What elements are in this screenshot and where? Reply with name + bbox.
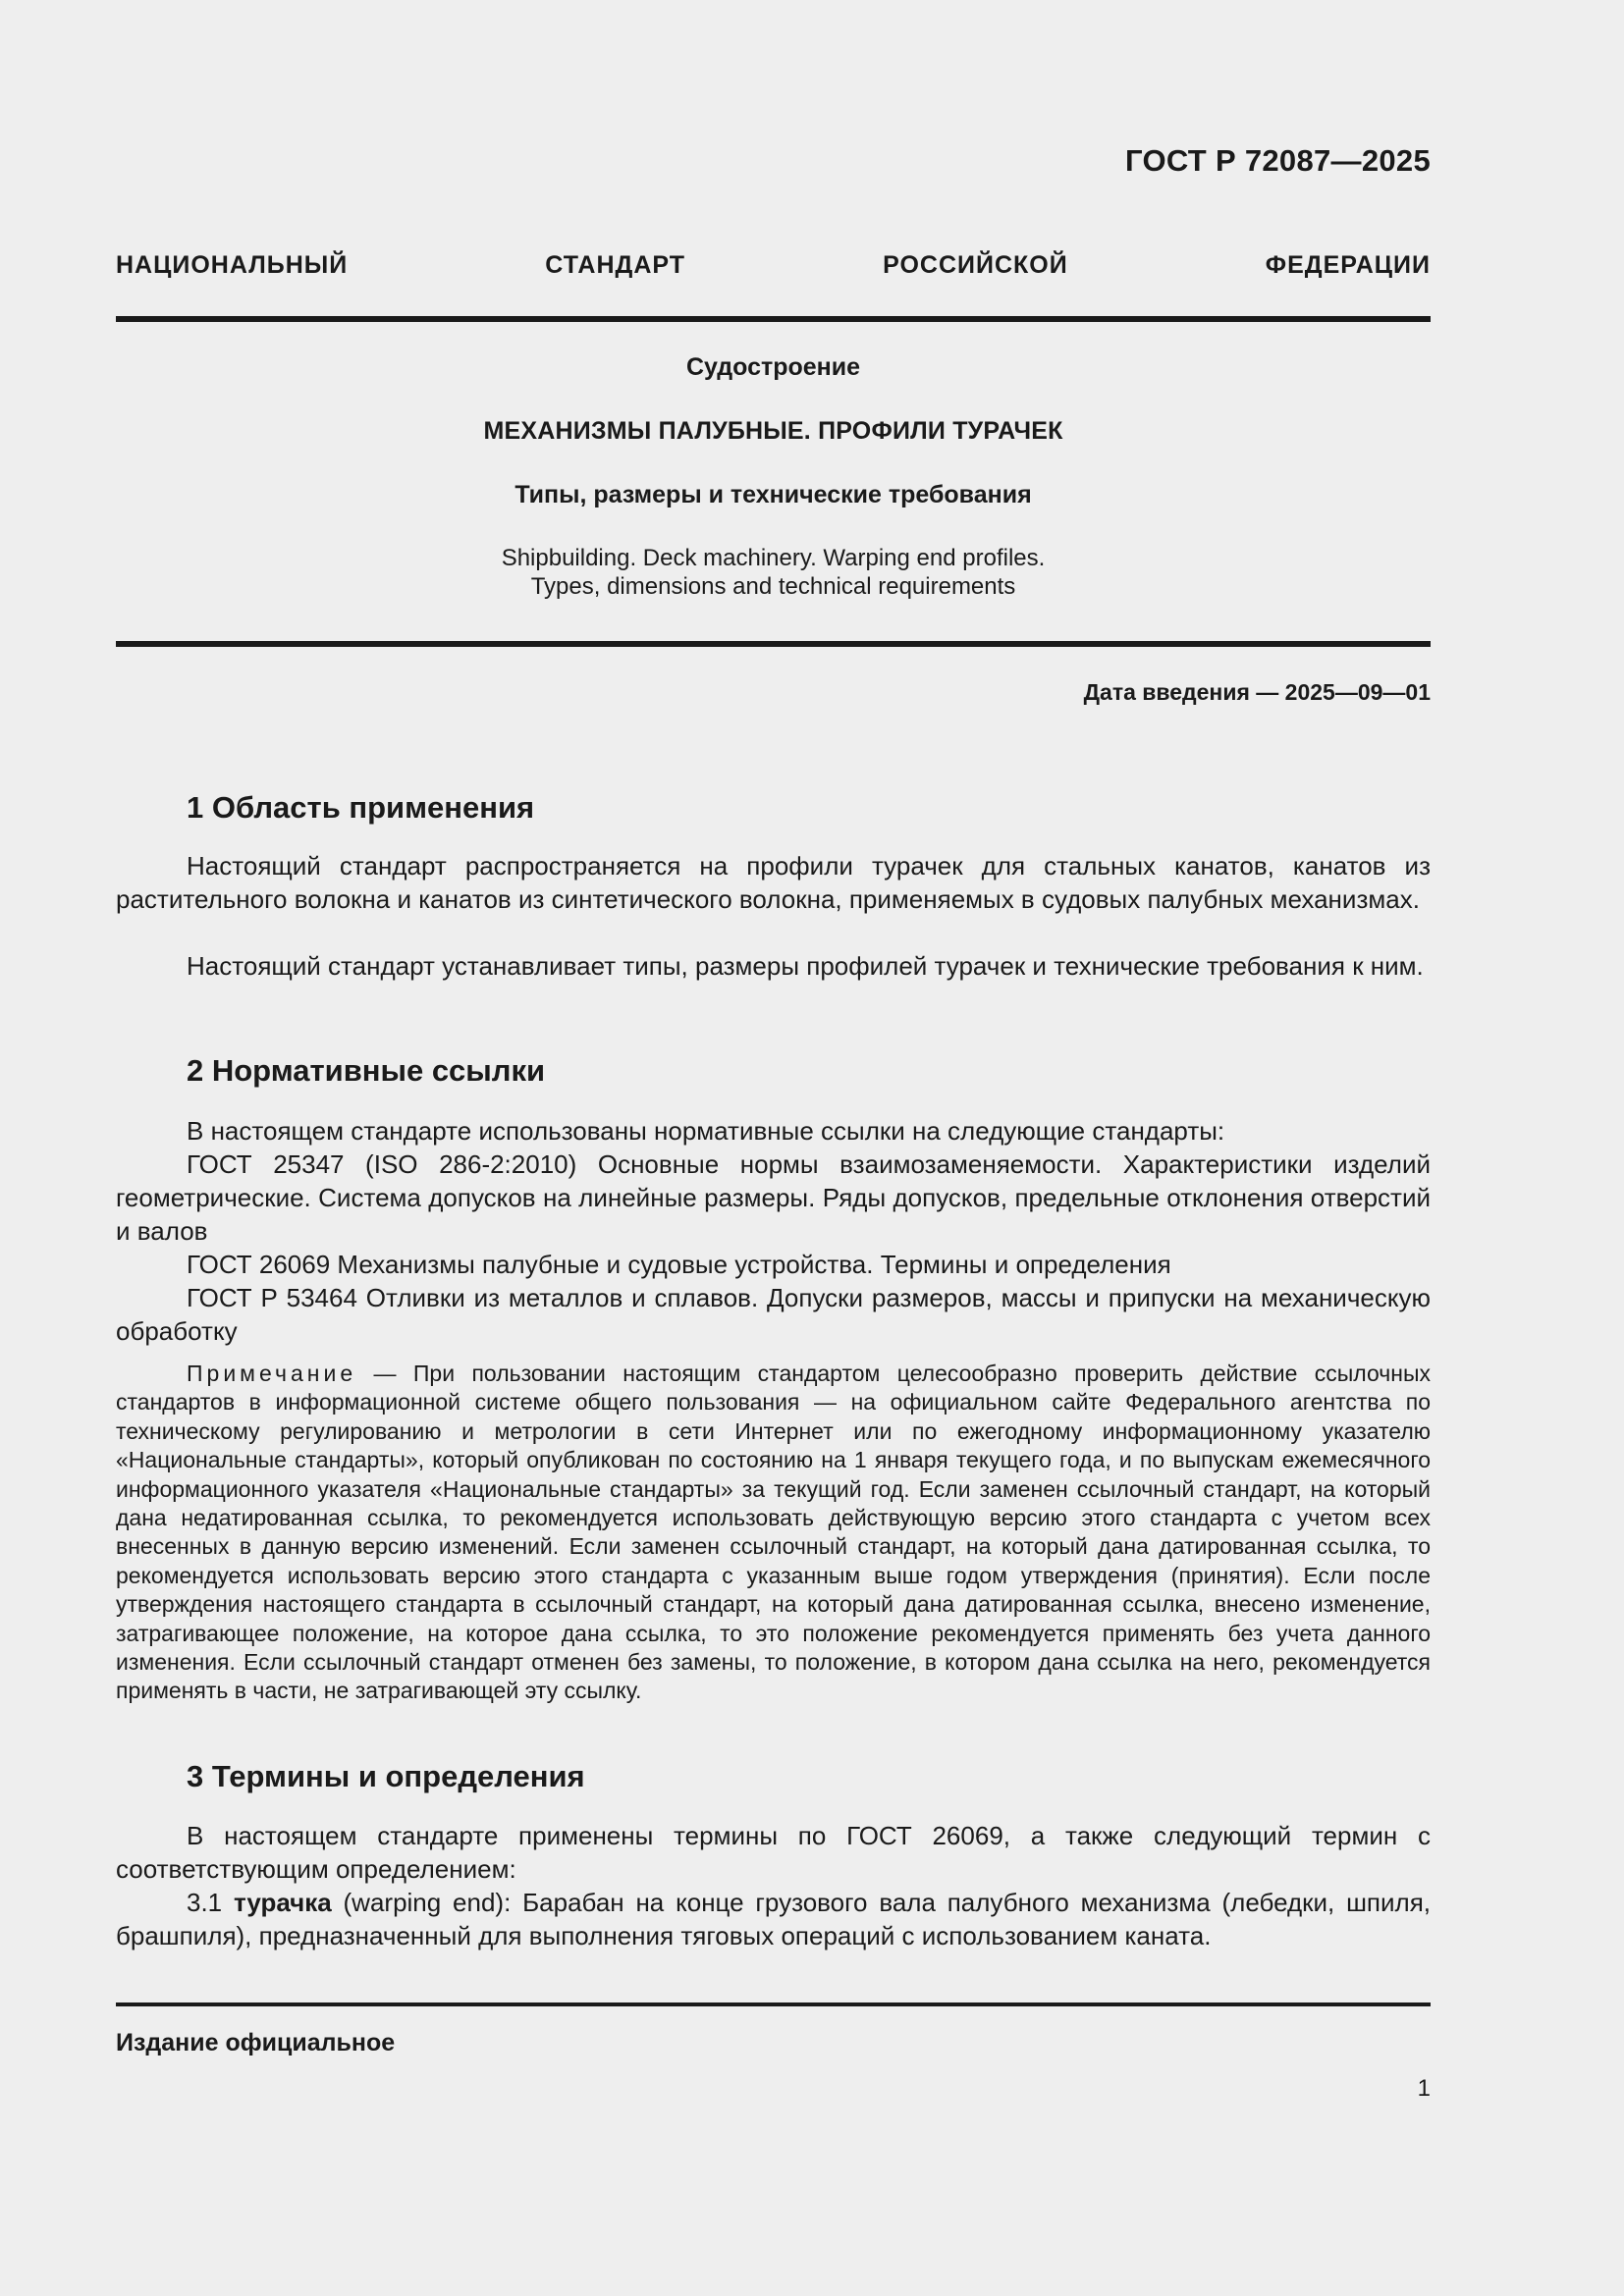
english-title-line-2: Types, dimensions and technical requirements — [530, 573, 1016, 600]
subject-heading: Судостроение — [685, 353, 861, 381]
reference-gost-25347: ГОСТ 25347 (ISO 286-2:2010) Основные нормы взаимозаменяемости. Характеристики изделий геометрические. Система допусков на линейные размеры. Ряды допусков, предельные отклонения отверстий и валов — [116, 1149, 1431, 1246]
official-edition-label: Издание официальное — [116, 2029, 396, 2056]
title-block-rule — [116, 641, 1431, 647]
note-text: — При пользовании настоящим стандартом целесообразно проверить действие ссылочных стандартов в информационной системе общего пользования — на официальном сайте Федерального агентства по техническому регулированию и метрологии в сети Интернет или по ежегодному информационному указателю «Национальные стандарты», который опубликован по состоянию на 1 января текущего года, и по выпускам ежемесячного информационного указателя «Национальные стандарты» за текущий год. Если заменен ссылочный стандарт, на который дана недатированная ссылка, то рекомендуется использовать действующую версию этого стандарта с учетом всех внесенных в данную версию изменений. Если заменен ссылочный стандарт, на который дана датированная ссылка, то рекомендуется использовать версию этого стандарта с указанным выше годом утверждения (принятия). Если после утверждения настоящего стандарта в ссылочный стандарт, на который дана датированная ссылка, внесено изменение, затрагивающее положение, на которое дана ссылка, то это положение рекомендуется применять без учета данного изменения. Если ссылочный стандарт отменен без замены, то положение, в котором дана ссылка на него, рекомендуется применять в части, не затрагивающей эту ссылку. — [116, 1361, 1431, 1704]
section-1-paragraph: Настоящий стандарт распространяется на профили турачек для стальных канатов, канатов из растительного волокна и канатов из синтетического волокна, применяемых в судовых палубных механизмах. — [116, 851, 1431, 914]
document-number: ГОСТ Р 72087—2025 — [1125, 143, 1431, 178]
introduction-date: Дата введения — 2025—09—01 — [1083, 679, 1431, 705]
section-1-paragraph: Настоящий стандарт устанавливает типы, размеры профилей турачек и технические требования к ним. — [187, 951, 1424, 981]
section-3-paragraph: В настоящем стандарте применены термины по ГОСТ 26069, а также следующий термин с соответствующим определением: — [116, 1821, 1431, 1884]
page-number: 1 — [1417, 2075, 1431, 2102]
section-3-heading: 3 Термины и определения — [187, 1759, 585, 1793]
top-rule — [116, 316, 1431, 322]
term: турачка — [233, 1888, 332, 1917]
document-subtitle: Типы, размеры и технические требования — [514, 481, 1032, 508]
reference-gost-26069: ГОСТ 26069 Механизмы палубные и судовые устройства. Термины и определения — [187, 1250, 1171, 1279]
document-title: МЕХАНИЗМЫ ПАЛУБНЫЕ. ПРОФИЛИ ТУРАЧЕК — [483, 417, 1063, 445]
reference-gost-r-53464: ГОСТ Р 53464 Отливки из металлов и сплавов. Допуски размеров, массы и припуски на механическую обработку — [116, 1283, 1431, 1346]
footer-rule — [116, 2002, 1431, 2006]
english-title-line-1: Shipbuilding. Deck machinery. Warping end profiles. — [501, 545, 1046, 571]
term-definition — [116, 1886, 1431, 1952]
national-standard-band: НАЦИОНАЛЬНЫЙ СТАНДАРТ РОССИЙСКОЙ ФЕДЕРАЦИИ — [116, 251, 1431, 279]
section-2-heading: 2 Нормативные ссылки — [187, 1053, 546, 1088]
section-2-paragraph: В настоящем стандарте использованы нормативные ссылки на следующие стандарты: — [187, 1116, 1225, 1146]
term-definition-text: (warping end): Барабан на конце грузового вала палубного механизма (лебедки, шпиля, брашпиля), предназначенный для выполнения тяговых операций с использованием каната. — [116, 1888, 1431, 1950]
section-2-note — [116, 1360, 1431, 1706]
note-label: Примечание — [187, 1361, 357, 1386]
term-number: 3.1 — [187, 1888, 234, 1917]
section-1-heading: 1 Область применения — [187, 790, 535, 825]
